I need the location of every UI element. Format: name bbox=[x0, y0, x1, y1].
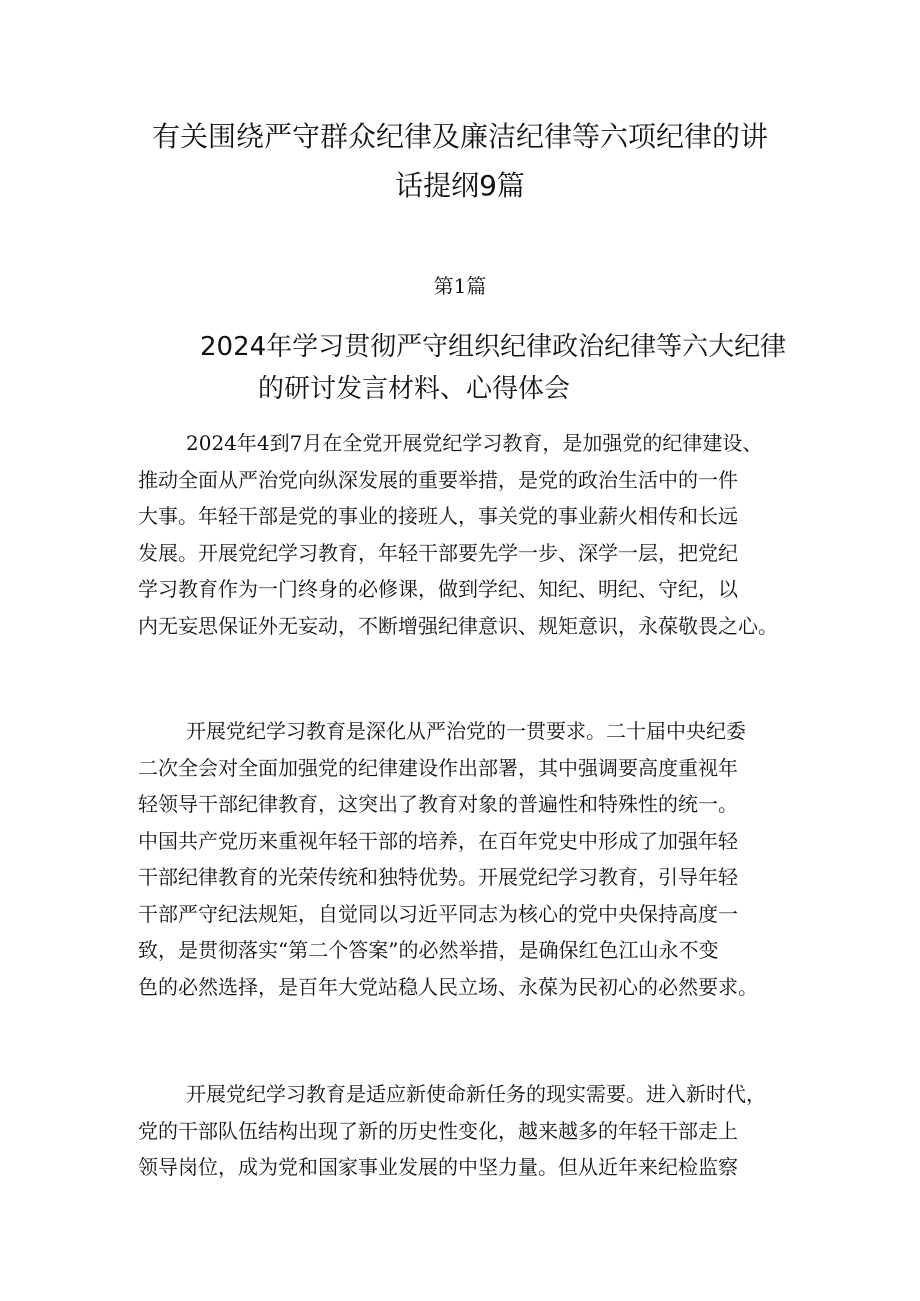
document-title bbox=[120, 112, 800, 210]
paragraph-line: 发展。开展党纪学习教育，年轻干部要先学一步、深学一层，把党纪 bbox=[138, 540, 738, 565]
body-paragraph-1 bbox=[138, 425, 788, 644]
section-label: 第1篇 bbox=[433, 274, 487, 298]
article-title-line: 的研讨发言材料、心得体会 bbox=[258, 374, 571, 404]
paragraph-line: 干部严守纪法规矩，自觉同以习近平同志为核心的党中央保持高度一 bbox=[138, 901, 738, 926]
article-title-line: 2024年学习贯彻严守组织纪律政治纪律等六大纪律 bbox=[200, 332, 787, 362]
paragraph-line: 推动全面从严治党向纵深发展的重要举措，是党的政治生活中的一件 bbox=[138, 467, 738, 492]
paragraph-line: 2024年4到7月在全党开展党纪学习教育，是加强党的纪律建设、 bbox=[186, 431, 763, 455]
paragraph-line: 领导岗位，成为党和国家事业发展的中坚力量。但从近年来纪检监察 bbox=[138, 1155, 738, 1179]
body-paragraph-2 bbox=[138, 713, 788, 1005]
article-title bbox=[200, 326, 820, 410]
paragraph-line: 内无妄思保证外无妄动，不断增强纪律意识、规矩意识，永葆敬畏之心。 bbox=[138, 613, 778, 638]
paragraph-line: 二次全会对全面加强党的纪律建设作出部署，其中强调要高度重视年 bbox=[138, 755, 738, 780]
paragraph-line: 学习教育作为一门终身的必修课，做到学纪、知纪、明纪、守纪，以 bbox=[138, 577, 738, 601]
body-paragraph-3 bbox=[138, 1076, 788, 1186]
paragraph-line: 党的干部队伍结构出现了新的历史性变化，越来越多的年轻干部走上 bbox=[138, 1118, 738, 1143]
paragraph-line: 致，是贯彻落实“第二个答案”的必然举措，是确保红色江山永不变 bbox=[138, 938, 719, 962]
paragraph-line: 大事。年轻干部是党的事业的接班人，事关党的事业薪火相传和长远 bbox=[138, 504, 738, 528]
paragraph-line: 轻领导干部纪律教育，这突出了教育对象的普遍性和特殊性的统一。 bbox=[138, 792, 738, 816]
paragraph-line: 开展党纪学习教育是深化从严治党的一贯要求。二十届中央纪委 bbox=[186, 719, 746, 743]
paragraph-line: 干部纪律教育的光荣传统和独特优势。开展党纪学习教育，引导年轻 bbox=[138, 865, 738, 889]
document-title-line: 话提纲9篇 bbox=[395, 169, 525, 202]
paragraph-line: 色的必然选择，是百年大党站稳人民立场、永葆为民初心的必然要求。 bbox=[138, 974, 758, 999]
paragraph-line: 开展党纪学习教育是适应新使命新任务的现实需要。进入新时代， bbox=[186, 1082, 766, 1106]
paragraph-line: 中国共产党历来重视年轻干部的培养，在百年党史中形成了加强年轻 bbox=[138, 828, 738, 853]
document-title-line: 有关围绕严守群众纪律及廉洁纪律等六项纪律的讲 bbox=[151, 120, 768, 153]
